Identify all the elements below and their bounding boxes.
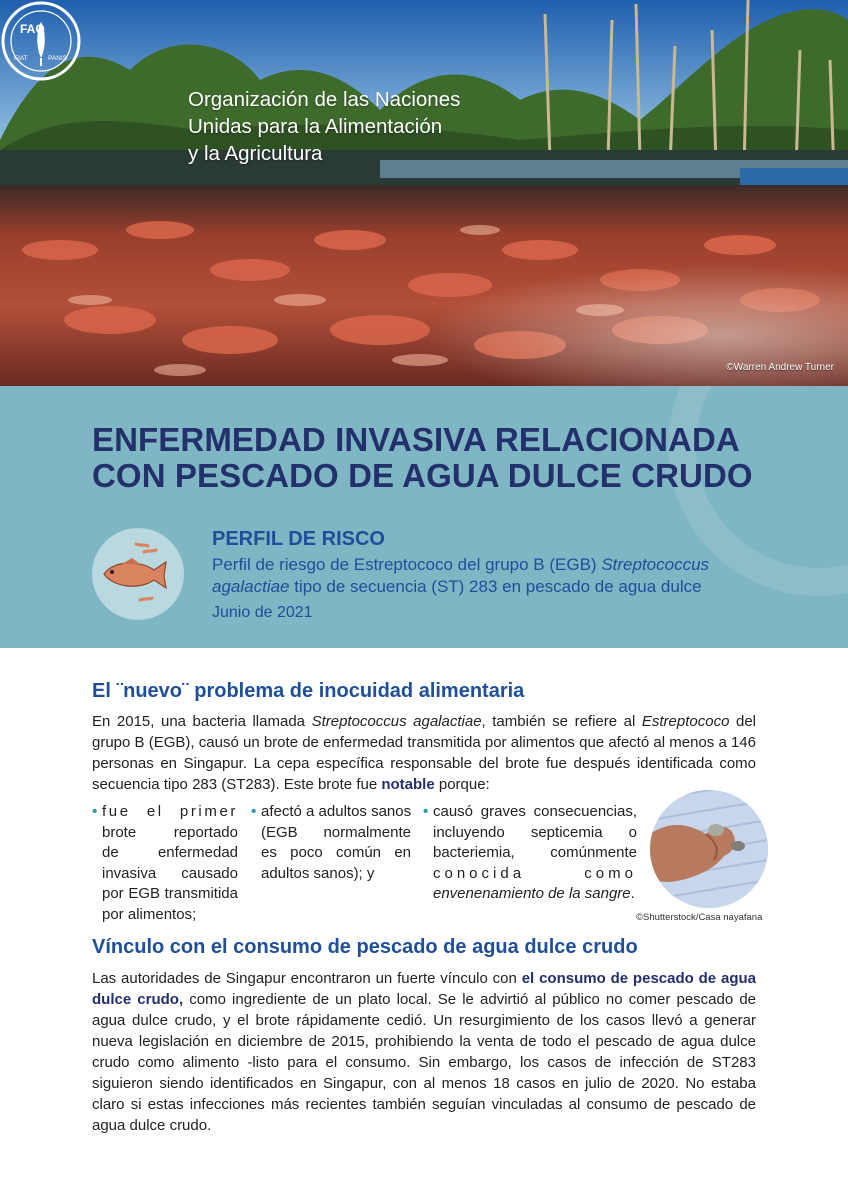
org-name-line: Unidas para la Alimentación [188, 115, 443, 138]
fish-farm-illustration [0, 0, 848, 386]
org-name-line: Organización de las Naciones [188, 88, 461, 111]
bullet-first-outbreak: • fue el primer brote reportado de enfermedad invasiva causado por EGB transmitida por alimentos; [92, 803, 238, 923]
title-line: CON PESCADO DE AGUA DULCE CRUDO [92, 457, 753, 494]
intro-paragraph: En 2015, una bacteria llamada Streptococcus agalactiae, también se refiere al Estreptococo del grupo B (EGB), causó un brote de enfermedad transmitida por alimentos que afectó al menos a 146 personas en Singapur. La cepa específica responsable del brote fue después identificada como secuencia tipo 283 (ST283). Este brote fue notable porque: [92, 713, 756, 793]
org-name-line: y la Agricultura [188, 142, 323, 165]
title-line: ENFERMEDAD INVASIVA RELACIONADA [92, 421, 740, 458]
hero-photo-credit: ©Warren Andrew Turner [726, 362, 834, 373]
bullet-serious-consequences: • causó graves consecuencias, incluyendo septicemia o bacteriemia, comúnmente conocida como envenenamiento de la sangre. [423, 803, 637, 902]
svg-text:FIAT: FIAT [14, 55, 28, 62]
hero-photo [0, 0, 848, 386]
title-banner [0, 386, 848, 648]
profile-title: PERFIL DE RISCO [212, 528, 385, 550]
svg-text:FAO: FAO [20, 22, 45, 36]
svg-text:PANIS: PANIS [48, 55, 68, 62]
document-title [92, 422, 753, 494]
profile-description: Perfil de riesgo de Estreptococo del grupo B (EGB) Streptococcus agalactiae tipo de secuencia (ST) 283 en pescado de agua dulce [212, 555, 710, 596]
bullet-healthy-adults: • afectó a adultos sanos (EGB normalmente es poco común en adultos sanos); y [251, 803, 412, 882]
hand-photo-credit: ©Shutterstock/Casa nayafana [636, 912, 763, 923]
link-paragraph: Las autoridades de Singapur encontraron un fuerte vínculo con el consumo de pescado de agua dulce crudo, como ingrediente de un plato local. Se le advirtió al público no comer pescado de agua dulce crudo, y el brote rápidamente cedió. Un resurgimiento de los casos llevó a generar nueva legislación en diciembre de 2015, prohibiendo la venta de todo el pescado de agua dulce crudo como alimento -listo para el consumo. Sin embargo, los casos de infección de ST283 siguieron siendo identificados en Singapur, con al menos 18 casos en julio de 2020. No estaba claro si estas infecciones más recientes también seguían vinculadas al consumo de pescado de agua dulce crudo. [92, 970, 757, 1134]
hand-photo [650, 790, 768, 908]
organization-name [188, 86, 460, 167]
fao-logo [0, 0, 82, 82]
section-heading-link-consumption: Vínculo con el consumo de pescado de agua dulce crudo [92, 936, 638, 958]
section-heading-new-problem: El ¨nuevo¨ problema de inocuidad alimentaria [92, 680, 525, 702]
publication-date: Junio de 2021 [212, 604, 313, 621]
fish-icon [92, 528, 184, 620]
